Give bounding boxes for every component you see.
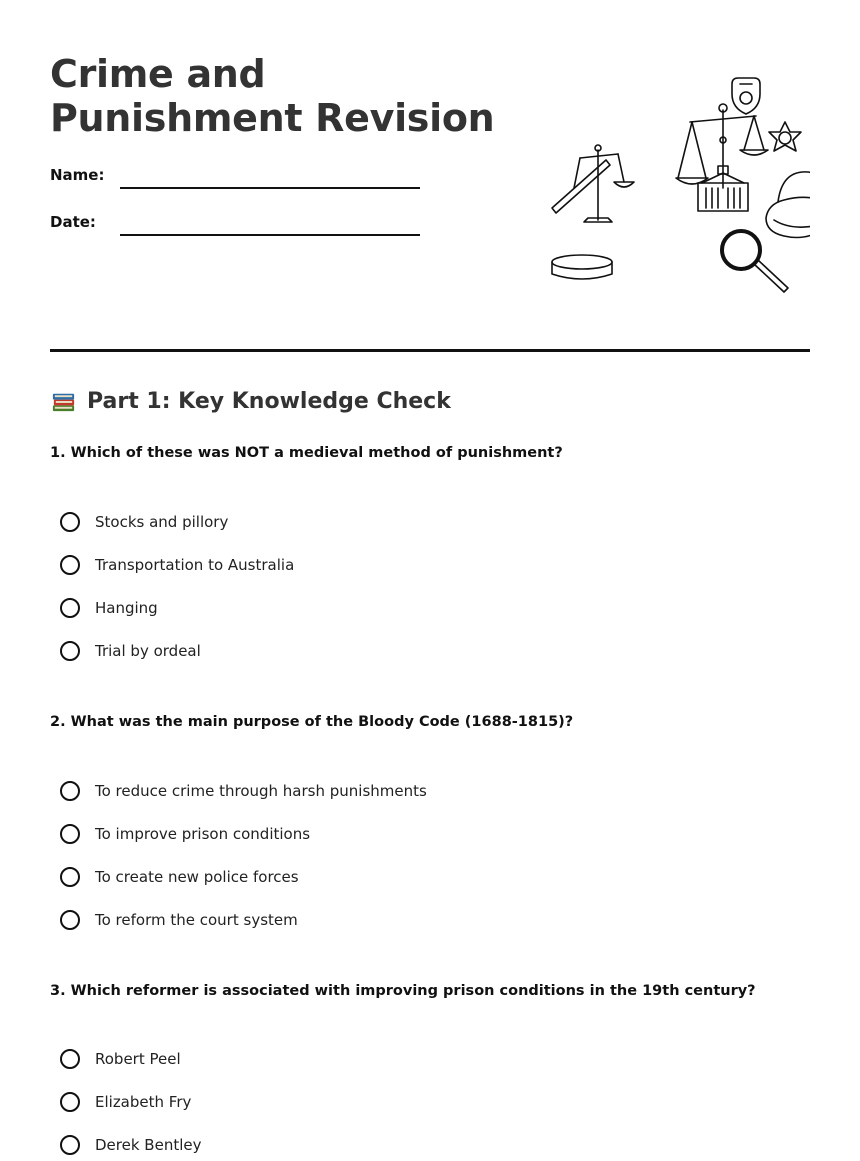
police-badge-icon: [732, 78, 760, 114]
section-heading: [50, 388, 451, 415]
option-label: Stocks and pillory: [95, 513, 229, 531]
q2-option-4[interactable]: [60, 907, 298, 933]
q3-option-3[interactable]: [60, 1132, 201, 1158]
option-label: Derek Bentley: [95, 1136, 202, 1154]
option-label: Hanging: [95, 599, 158, 617]
option-label: Elizabeth Fry: [95, 1093, 192, 1111]
q3-option-2[interactable]: [60, 1089, 191, 1115]
radio-button[interactable]: [60, 641, 80, 661]
scales-of-justice-icon: [676, 104, 768, 188]
date-label: Date:: [50, 213, 96, 231]
gavel-handle-icon: [552, 160, 610, 213]
name-label: Name:: [50, 166, 105, 184]
gavel-block-icon: [552, 255, 612, 279]
name-field[interactable]: [120, 187, 420, 189]
q1-option-3[interactable]: [60, 595, 158, 621]
worksheet-page: [50, 0, 810, 1161]
radio-button[interactable]: [60, 781, 80, 801]
option-label: To reform the court system: [95, 911, 298, 929]
page-title: Crime and Punishment Revision: [50, 52, 495, 140]
radio-button[interactable]: [60, 867, 80, 887]
radio-button[interactable]: [60, 555, 80, 575]
question-1: 1. Which of these was NOT a medieval method of punishment?: [50, 445, 563, 461]
police-helmet-icon: [766, 172, 810, 238]
date-field[interactable]: [120, 234, 420, 236]
radio-button[interactable]: [60, 1049, 80, 1069]
radio-button[interactable]: [60, 1092, 80, 1112]
q1-option-1[interactable]: [60, 509, 228, 535]
books-icon: [50, 388, 77, 415]
question-3: 3. Which reformer is associated with improving prison conditions in the 19th century?: [50, 983, 756, 999]
justice-illustration: [540, 70, 810, 310]
option-label: Trial by ordeal: [95, 642, 201, 660]
option-label: To reduce crime through harsh punishments: [95, 782, 427, 800]
option-label: To improve prison conditions: [95, 825, 311, 843]
q2-option-3[interactable]: [60, 864, 299, 890]
radio-button[interactable]: [60, 598, 80, 618]
radio-button[interactable]: [60, 824, 80, 844]
radio-button[interactable]: [60, 910, 80, 930]
q1-option-2[interactable]: [60, 552, 294, 578]
question-2: 2. What was the main purpose of the Bloody Code (1688-1815)?: [50, 714, 574, 730]
header-divider: [50, 349, 810, 352]
radio-button[interactable]: [60, 1135, 80, 1155]
q1-option-4[interactable]: [60, 638, 201, 664]
option-label: To create new police forces: [95, 868, 299, 886]
q2-option-2[interactable]: [60, 821, 310, 847]
magnifying-glass-icon: [722, 231, 788, 292]
sheriff-star-icon: [769, 122, 801, 151]
small-scales-icon: [574, 145, 634, 222]
q3-option-1[interactable]: [60, 1046, 181, 1072]
q2-option-1[interactable]: [60, 778, 427, 804]
option-label: Robert Peel: [95, 1050, 181, 1068]
radio-button[interactable]: [60, 512, 80, 532]
section-title: Part 1: Key Knowledge Check: [87, 389, 451, 414]
option-label: Transportation to Australia: [95, 556, 295, 574]
